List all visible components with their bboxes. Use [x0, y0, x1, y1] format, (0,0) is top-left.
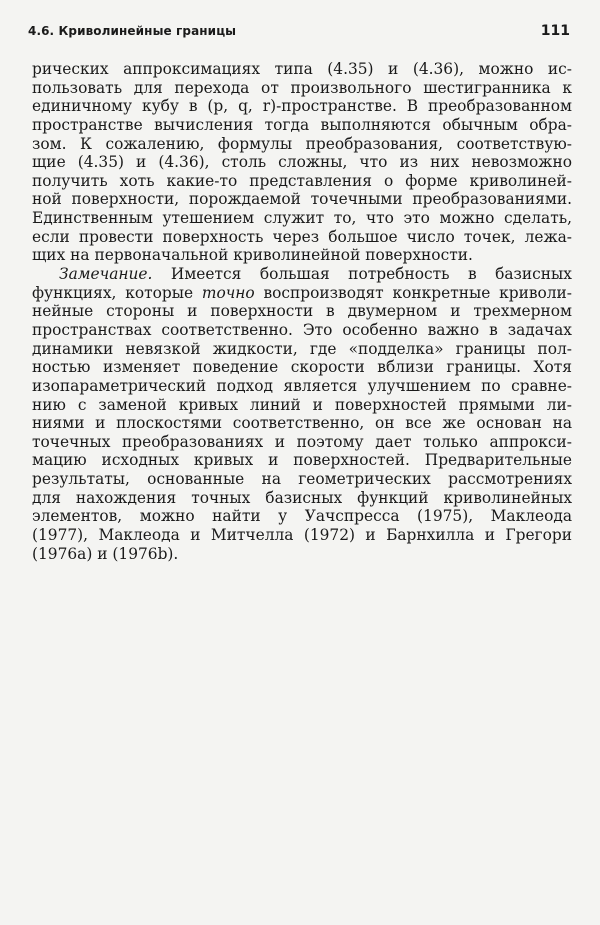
text-line: если провести поверхность через большое число точек, лежа-	[32, 227, 572, 246]
page-number: 111	[540, 23, 570, 39]
text-segment: воспроизводят конкретные криволи-	[254, 283, 572, 302]
body-text	[32, 60, 572, 563]
text-line: для нахождения точных базисных функций криволинейных	[32, 488, 572, 507]
text-line: (1977), Маклеода и Митчелла (1972) и Барнхилла и Грегори	[32, 526, 572, 545]
text-line: щие (4.35) и (4.36), столь сложны, что из них невозможно	[32, 153, 572, 172]
text-line: нию с заменой кривых линий и поверхностей прямыми ли-	[32, 395, 572, 414]
text-line: пространствах соответственно. Это особенно важно в задачах	[32, 320, 572, 339]
text-line: ностью изменяет поведение скорости вблизи границы. Хотя	[32, 358, 572, 377]
text-line: рических аппроксимациях типа (4.35) и (4.36), можно ис-	[32, 60, 572, 78]
emphasis-word: точно	[201, 283, 255, 302]
paragraph-continuation	[32, 60, 572, 265]
section-title: 4.6. Криволинейные границы	[28, 24, 237, 38]
text-line: щих на первоначальной криволинейной поверхности.	[32, 246, 473, 265]
text-segment: функциях, которые	[32, 283, 202, 302]
text-line: ниями и плоскостями соответственно, он все же основан на	[32, 414, 572, 433]
text-line: получить хоть какие-то представления о форме криволиней-	[32, 171, 572, 190]
text-line: (1976а) и (1976b).	[32, 544, 179, 563]
text-line: элементов, можно найти у Уачспресса (1975), Маклеода	[32, 507, 572, 526]
text-line: ной поверхности, порождаемой точечными преобразованиями.	[32, 190, 572, 209]
text-line: изопараметрический подход является улучшением по сравне-	[32, 376, 572, 395]
text-segment: Имеется большая потребность в базисных	[152, 265, 572, 284]
text-line: единичному кубу в (p, q, r)-пространстве. В преобразованном	[32, 97, 572, 116]
text-line: пользовать для перехода от произвольного шестигранника к	[32, 78, 572, 97]
text-line: мацию исходных кривых и поверхностей. Предварительные	[32, 451, 572, 470]
remark-second-line	[32, 284, 572, 303]
text-line: динамики невязкой жидкости, где «подделка» границы пол-	[32, 339, 572, 358]
paragraph-remark	[32, 265, 572, 563]
text-line: нейные стороны и поверхности в двумерном и трехмерном	[32, 302, 572, 321]
remark-first-line	[32, 265, 572, 284]
text-line: точечных преобразованиях и поэтому дает только аппрокси-	[32, 432, 572, 451]
text-line: пространстве вычисления тогда выполняются обычным обра-	[32, 115, 572, 134]
text-line: Единственным утешением служит то, что это можно сделать,	[32, 209, 572, 228]
running-head	[28, 20, 572, 42]
remark-label: Замечание.	[59, 265, 153, 284]
text-line: зом. К сожалению, формулы преобразования, соответствую-	[32, 134, 572, 153]
text-line: результаты, основанные на геометрических рассмотрениях	[32, 470, 572, 489]
